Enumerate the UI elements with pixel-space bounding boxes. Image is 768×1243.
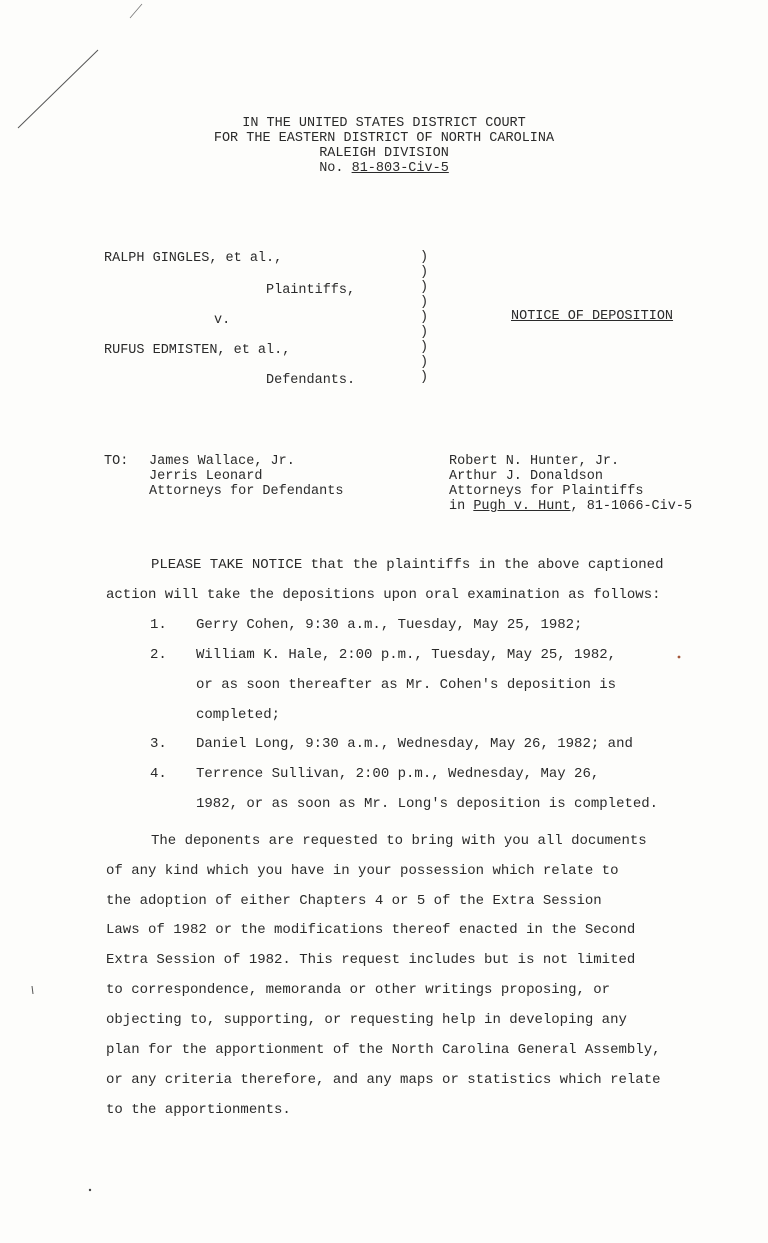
caption-paren: ) [420, 370, 429, 385]
plaintiff-attorney-case-line [449, 499, 692, 514]
caption-paren: ) [420, 265, 429, 280]
plaintiff-name: RALPH GINGLES, et al., [104, 251, 283, 266]
case-ref-name: Pugh v. Hunt [473, 499, 571, 514]
caption-paren: ) [420, 295, 429, 310]
caption-paren: ) [420, 250, 429, 265]
scan-mark-top [130, 4, 142, 18]
scan-mark-red-dot [678, 656, 681, 659]
caption-paren: ) [420, 340, 429, 355]
list-item-number: 1. [150, 617, 167, 633]
list-item-number: 2. [150, 647, 167, 663]
list-item-number: 4. [150, 766, 167, 782]
notice-line: PLEASE TAKE NOTICE that the plaintiffs in the above captioned [151, 557, 664, 573]
list-item-text: Terrence Sullivan, 2:00 p.m., Wednesday, May 26, [196, 766, 600, 782]
list-item-text: William K. Hale, 2:00 p.m., Tuesday, May 25, 1982, [196, 647, 617, 663]
list-item-text: 1982, or as soon as Mr. Long's deposition is completed. [196, 796, 659, 812]
request-line: objecting to, supporting, or requesting help in developing any [106, 1012, 627, 1028]
list-item-text: or as soon thereafter as Mr. Cohen's deposition is [196, 677, 617, 693]
request-line: Laws of 1982 or the modifications thereof enacted in the Second [106, 922, 636, 938]
request-line: to the apportionments. [106, 1102, 291, 1118]
list-item-text: Gerry Cohen, 9:30 a.m., Tuesday, May 25, 1982; [196, 617, 583, 633]
list-item-number: 3. [150, 736, 167, 752]
list-item-text: completed; [196, 707, 281, 723]
court-header-line2: FOR THE EASTERN DISTRICT OF NORTH CAROLINA [213, 131, 555, 146]
plaintiff-attorney-line: Arthur J. Donaldson [449, 469, 603, 484]
defense-attorney-line: James Wallace, Jr. [149, 454, 295, 469]
list-item-text: Daniel Long, 9:30 a.m., Wednesday, May 26, 1982; and [196, 736, 633, 752]
defendant-role: Defendants. [266, 373, 356, 388]
caption-paren: ) [420, 310, 429, 325]
request-line: The deponents are requested to bring with you all documents [151, 833, 647, 849]
caption-paren: ) [420, 280, 429, 295]
request-line: to correspondence, memoranda or other writings proposing, or [106, 982, 611, 998]
plaintiff-attorney-line: Robert N. Hunter, Jr. [449, 454, 620, 469]
plaintiff-attorney-line: Attorneys for Plaintiffs [449, 484, 644, 499]
request-line: the adoption of either Chapters 4 or 5 of the Extra Session [106, 893, 602, 909]
request-line: or any criteria therefore, and any maps or statistics which relate [106, 1072, 661, 1088]
court-header-line3: RALEIGH DIVISION [319, 146, 449, 161]
case-number [0, 161, 768, 176]
case-number-prefix: No. [319, 161, 352, 176]
defense-attorney-line: Jerris Leonard [149, 469, 263, 484]
request-line: plan for the apportionment of the North Carolina General Assembly, [106, 1042, 661, 1058]
caption-paren: ) [420, 355, 429, 370]
defendant-name: RUFUS EDMISTEN, et al., [104, 343, 291, 358]
court-header-line1: IN THE UNITED STATES DISTRICT COURT [242, 116, 526, 131]
scan-mark-left [32, 986, 33, 994]
request-line: Extra Session of 1982. This request includes but is not limited [106, 952, 636, 968]
defense-attorney-line: Attorneys for Defendants [149, 484, 344, 499]
case-ref-suffix: , 81-1066-Civ-5 [570, 499, 693, 514]
to-label: TO: [104, 454, 129, 469]
notice-line: action will take the depositions upon oral examination as follows: [106, 587, 661, 603]
caption-paren: ) [420, 325, 429, 340]
request-line: of any kind which you have in your possession which relate to [106, 863, 619, 879]
case-number-value: 81-803-Civ-5 [351, 161, 449, 176]
case-ref-prefix: in [449, 499, 474, 514]
plaintiff-role: Plaintiffs, [266, 283, 356, 298]
document-title: NOTICE OF DEPOSITION [511, 309, 674, 324]
scan-mark-dot [89, 1189, 91, 1191]
versus-label: v. [214, 313, 231, 328]
